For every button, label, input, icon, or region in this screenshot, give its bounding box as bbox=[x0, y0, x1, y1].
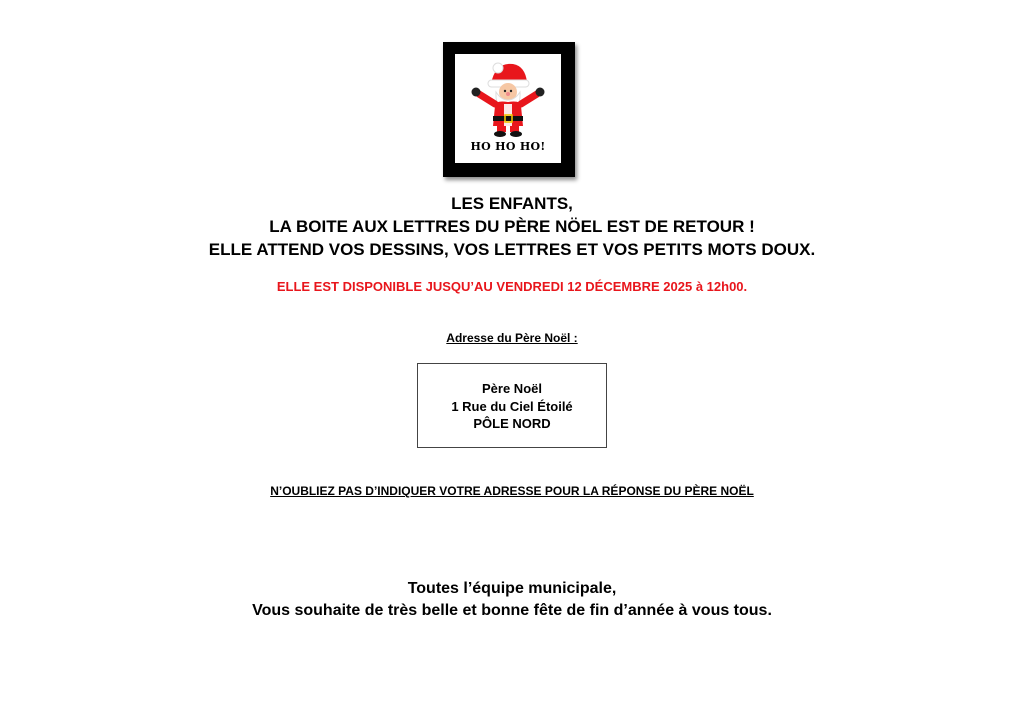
santa-picture bbox=[455, 54, 561, 163]
return-address-reminder: N’OUBLIEZ PAS D’INDIQUER VOTRE ADRESSE POUR LA RÉPONSE DU PÈRE NOËL bbox=[270, 484, 754, 498]
deadline-notice: ELLE EST DISPONIBLE JUSQU’AU VENDREDI 12 DÉCEMBRE 2025 à 12h00. bbox=[276, 279, 748, 294]
headline-line-3: ELLE ATTEND VOS DESSINS, VOS LETTRES ET VOS PETITS MOTS DOUX. bbox=[208, 240, 816, 259]
address-line-country: PÔLE NORD bbox=[473, 416, 551, 431]
address-line-street: 1 Rue du Ciel Étoilé bbox=[451, 399, 573, 414]
address-title: Adresse du Père Noël : bbox=[446, 331, 578, 345]
address-box bbox=[417, 363, 607, 448]
ho-ho-ho-caption: HO HO HO! bbox=[470, 140, 546, 153]
santa-claus-icon bbox=[455, 54, 561, 140]
closing-line-1: Toutes l’équipe municipale, bbox=[407, 580, 617, 597]
santa-picture-frame bbox=[443, 42, 575, 177]
headline-line-2: LA BOITE AUX LETTRES DU PÈRE NÖEL EST DE RETOUR ! bbox=[269, 217, 755, 236]
headline-line-1: LES ENFANTS, bbox=[451, 194, 573, 213]
closing-line-2: Vous souhaite de très belle et bonne fête de fin d’année à vous tous. bbox=[252, 602, 772, 619]
address-line-name: Père Noël bbox=[482, 381, 542, 396]
